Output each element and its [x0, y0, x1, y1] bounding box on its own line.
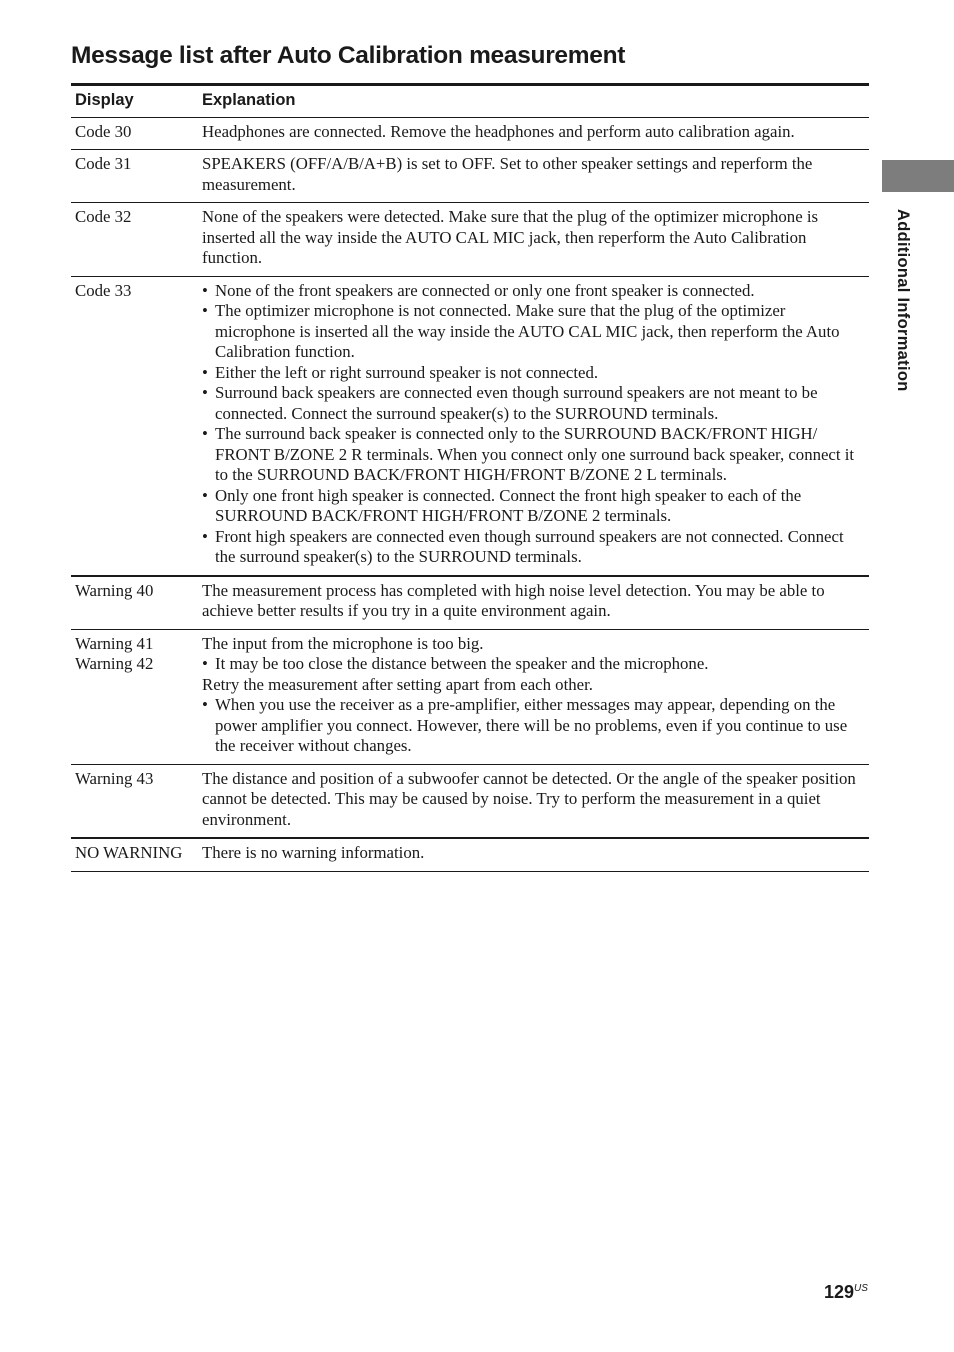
table-header-row — [71, 86, 869, 117]
page-number-value: 129 — [824, 1282, 855, 1302]
table-row — [71, 150, 869, 203]
table-row — [71, 203, 869, 277]
page-number — [824, 1282, 868, 1303]
header-display: Display — [71, 86, 198, 117]
row-display: Code 30 — [71, 117, 198, 150]
row-explanation: The distance and position of a subwoofer cannot be detected. Or the angle of the speaker position cannot be detected. This may be caused by noise. Try to perform the measurement in a quiet environment. — [198, 764, 869, 838]
list-item: • Surround back speakers are connected even though surround speakers are not meant to be connected. Connect the surround speaker(s) to the SURROUND terminals. — [202, 383, 865, 424]
table-row — [71, 629, 869, 764]
row-explanation: There is no warning information. — [198, 838, 869, 871]
row-display: Code 32 — [71, 203, 198, 277]
list-item: • The surround back speaker is connected only to the SURROUND BACK/FRONT HIGH/ FRONT B/ZONE 2 R terminals. When you connect only one surround back speaker, connect it to the SURROUND BACK/FRONT HIGH/FRONT B/ZONE 2 L terminals. — [202, 424, 865, 486]
row-explanation: The measurement process has completed with high noise level detection. You may be able to achieve better results if you try in a quite environment again. — [198, 576, 869, 630]
row-display — [71, 629, 198, 764]
table-row — [71, 838, 869, 871]
bullet-list — [202, 654, 865, 675]
row-explanation: None of the speakers were detected. Make sure that the plug of the optimizer microphone is inserted all the way inside the AUTO CAL MIC jack, then reperform the Auto Calibration function. — [198, 203, 869, 277]
explanation-middle: Retry the measurement after setting apart from each other. — [202, 674, 593, 694]
display-code: Warning 41 — [75, 633, 154, 653]
list-item: • The optimizer microphone is not connected. Make sure that the plug of the optimizer microphone is inserted all the way inside the AUTO CAL MIC jack, then reperform the Auto Calibration function. — [202, 301, 865, 363]
table-row — [71, 276, 869, 576]
table-row — [71, 576, 869, 630]
section-tab-marker — [882, 160, 954, 192]
list-item: • Either the left or right surround speaker is not connected. — [202, 363, 865, 384]
row-explanation — [198, 276, 869, 576]
row-explanation: Headphones are connected. Remove the headphones and perform auto calibration again. — [198, 117, 869, 150]
list-item: • Front high speakers are connected even though surround speakers are not connected. Connect the surround speaker(s) to the SURROUND terminals. — [202, 527, 865, 568]
page-number-suffix: US — [854, 1283, 868, 1294]
list-item: • None of the front speakers are connected or only one front speaker is connected. — [202, 281, 865, 302]
list-item: • Only one front high speaker is connected. Connect the front high speaker to each of the SURROUND BACK/FRONT HIGH/FRONT B/ZONE 2 terminals. — [202, 486, 865, 527]
table-row — [71, 764, 869, 838]
display-code: Warning 42 — [75, 654, 154, 673]
row-display: Code 33 — [71, 276, 198, 576]
row-display: Code 31 — [71, 150, 198, 203]
row-display: Warning 40 — [71, 576, 198, 630]
list-item: • When you use the receiver as a pre-amplifier, either messages may appear, depending on the power amplifier you connect. However, there will be no problems, even if you continue to use the receiver without changes. — [202, 695, 865, 757]
row-explanation: SPEAKERS (OFF/A/B/A+B) is set to OFF. Set to other speaker settings and reperform the measurement. — [198, 150, 869, 203]
row-display: NO WARNING — [71, 838, 198, 871]
list-item: • It may be too close the distance between the speaker and the microphone. — [202, 654, 865, 675]
header-explanation: Explanation — [198, 86, 869, 117]
row-explanation — [198, 629, 869, 764]
bullet-list — [202, 695, 865, 757]
message-table — [71, 86, 869, 872]
row-display: Warning 43 — [71, 764, 198, 838]
page-title: Message list after Auto Calibration measurement — [71, 42, 626, 69]
table-row — [71, 117, 869, 150]
explanation-intro: The input from the microphone is too big. — [202, 633, 484, 653]
section-side-label: Additional Information — [894, 209, 912, 392]
bullet-list — [202, 281, 865, 568]
